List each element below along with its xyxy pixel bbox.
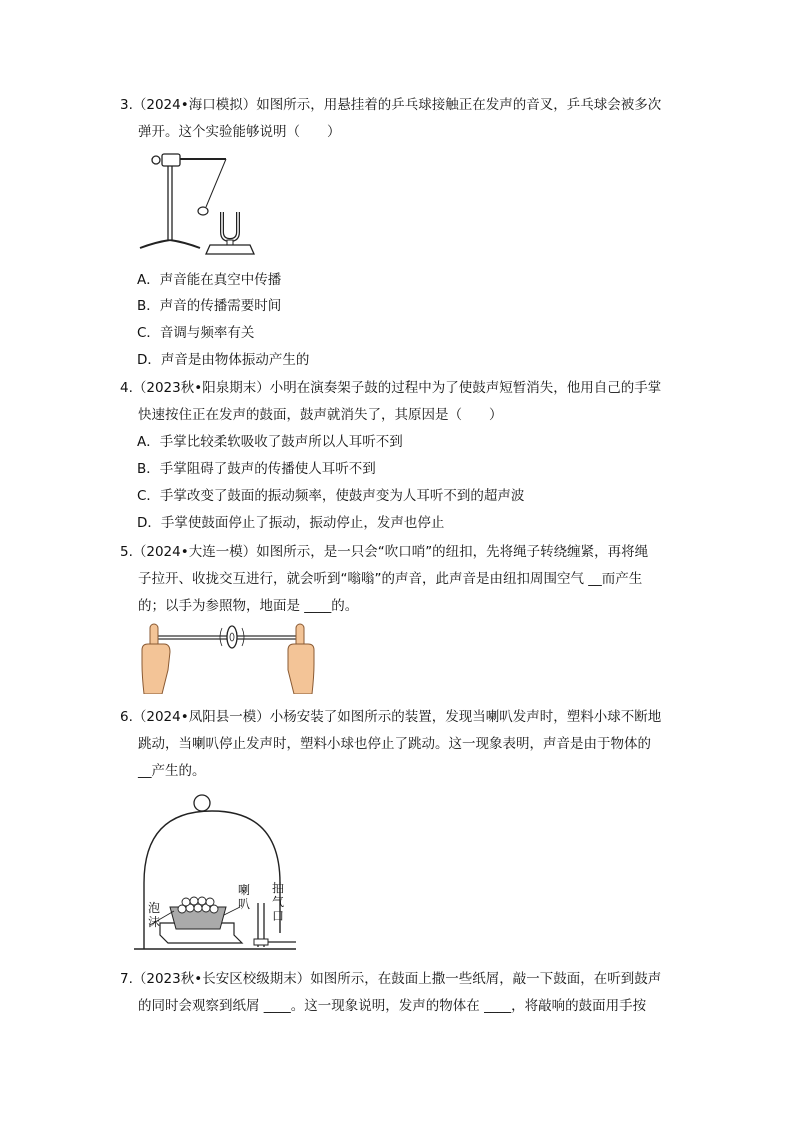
bell-jar-speaker-figure <box>130 783 300 958</box>
question-5 <box>120 539 680 620</box>
question-7-stem-line2: 的同时会观察到纸屑 ____。这一现象说明，发声的物体在 ____，将敲响的鼓面用手按 <box>138 998 647 1014</box>
question-3 <box>120 92 680 146</box>
question-4-stem-line1: 4.（2023秋•阳泉期末）小明在演奏架子鼓的过程中为了使鼓声短暂消失，他用自己的手掌 <box>120 380 662 396</box>
question-4-option-b: B．手掌阻碍了鼓声的传播使人耳听不到 <box>137 461 376 477</box>
question-3-option-c: C．音调与频率有关 <box>137 325 255 341</box>
question-3-option-b: B．声音的传播需要时间 <box>137 298 282 314</box>
question-4 <box>120 375 680 429</box>
question-6-stem-line2: 跳动，当喇叭停止发声时，塑料小球也停止了跳动。这一现象表明，声音是由于物体的 <box>138 736 651 752</box>
outlet-label: 抽气口 <box>272 881 285 923</box>
question-4-option-d: D．手掌使鼓面停止了振动，振动停止，发声也停止 <box>137 515 445 531</box>
question-5-stem-line3: 的；以手为参照物，地面是 ____的。 <box>138 598 359 614</box>
left-hand-icon <box>142 624 170 694</box>
question-3-option-a: A．声音能在真空中传播 <box>137 272 282 288</box>
question-3-option-d: D．声音是由物体振动产生的 <box>137 352 310 368</box>
spinning-button-figure <box>138 620 318 694</box>
question-4-option-c: C．手掌改变了鼓面的振动频率，使鼓声变为人耳听不到的超声波 <box>137 488 525 504</box>
speaker-label: 喇叭 <box>238 883 251 911</box>
tuning-fork-pingpong-figure <box>136 150 256 258</box>
foam-label: 泡沫 <box>148 901 161 929</box>
foam-balls-icon <box>178 897 218 913</box>
question-3-stem-line2: 弹开。这个实验能够说明（ ） <box>138 124 341 140</box>
question-6-stem-line3: __产生的。 <box>138 763 206 779</box>
question-6 <box>120 704 680 785</box>
question-7 <box>120 966 680 1020</box>
right-hand-icon <box>288 624 314 694</box>
question-4-stem-line2: 快速按住正在发声的鼓面，鼓声就消失了，其原因是（ ） <box>138 407 503 423</box>
question-3-stem-line1: 3.（2024•海口模拟）如图所示，用悬挂着的乒乓球接触正在发声的音叉，乒乓球会被多次 <box>120 97 662 113</box>
question-6-stem-line1: 6.（2024•凤阳县一模）小杨安装了如图所示的装置，发现当喇叭发声时，塑料小球不断地 <box>120 709 662 725</box>
question-4-option-a: A．手掌比较柔软吸收了鼓声所以人耳听不到 <box>137 434 403 450</box>
question-7-stem-line1: 7.（2023秋•长安区校级期末）如图所示，在鼓面上撒一些纸屑，敲一下鼓面，在听到鼓声 <box>120 971 662 987</box>
question-5-stem-line1: 5.（2024•大连一模）如图所示，是一只会“吹口哨”的纽扣，先将绳子转绕缠紧，再将绳 <box>120 544 649 560</box>
question-5-stem-line2: 子拉开、收拢交互进行，就会听到“嗡嗡”的声音，此声音是由纽扣周围空气 __而产生 <box>138 571 643 587</box>
